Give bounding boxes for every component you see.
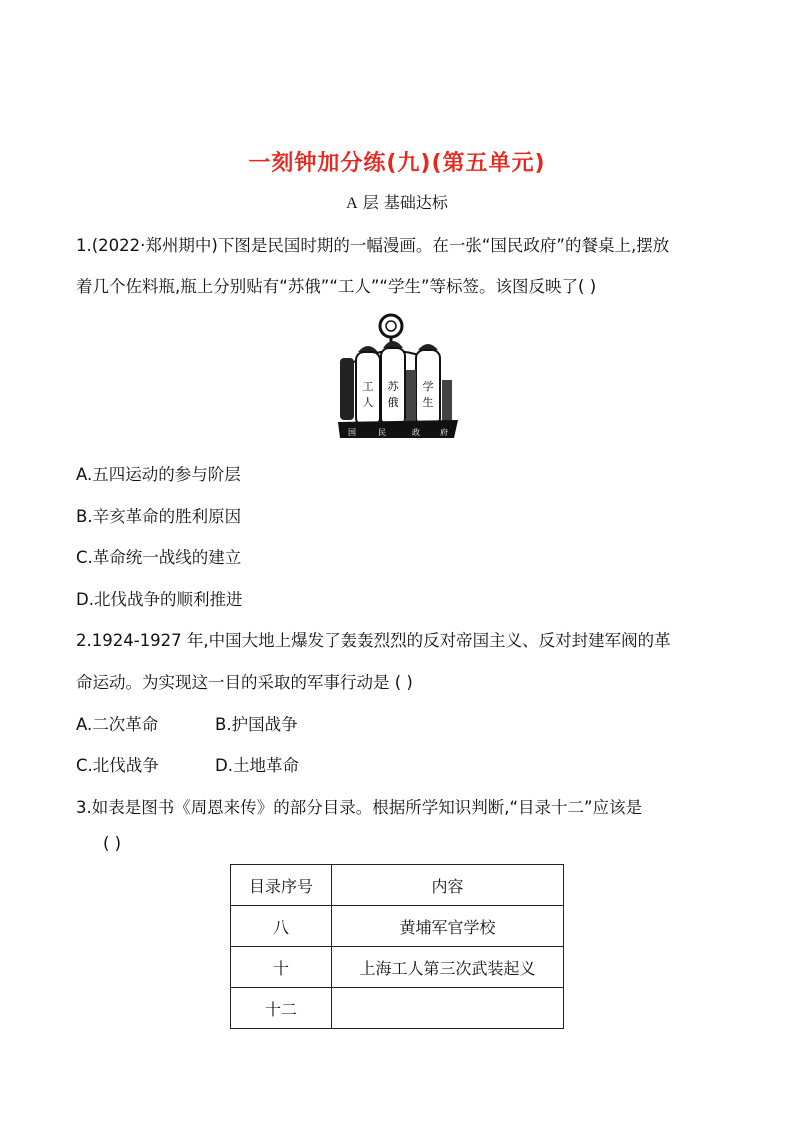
label-ren: 人 (362, 396, 374, 409)
cartoon-illustration (336, 310, 460, 440)
header-content: 内容 (332, 865, 564, 906)
table-char-3: 政 (412, 428, 420, 437)
level-text: 层 基础达标 (362, 193, 448, 212)
contents-table (230, 864, 564, 1029)
q2-option-a[interactable]: A.二次革命 (76, 715, 159, 734)
row-index: 十 (231, 947, 332, 988)
q2-option-b[interactable]: B.护国战争 (215, 715, 298, 734)
header-index: 目录序号 (231, 865, 332, 906)
q2-option-d[interactable]: D.土地革命 (215, 756, 299, 775)
section-subtitle (0, 190, 794, 213)
row-content-blank (332, 988, 564, 1029)
q1-stem-line1: 1.(2022·郑州期中)下图是民国时期的一幅漫画。在一张“国民政府”的餐桌上,摆放 (76, 236, 670, 255)
q1-option-d[interactable]: D.北伐战争的顺利推进 (76, 590, 243, 609)
q3-stem-line1: 3.如表是图书《周恩来传》的部分目录。根据所学知识判断,“目录十二”应该是 (76, 798, 643, 817)
table-row (231, 988, 564, 1029)
q3-answer-bracket: ( ) (103, 834, 122, 853)
label-su: 苏 (387, 380, 399, 393)
row-index: 八 (231, 906, 332, 947)
q1-option-a[interactable]: A.五四运动的参与阶层 (76, 465, 241, 484)
q1-stem-line2: 着几个佐料瓶,瓶上分别贴有“苏俄”“工人”“学生”等标签。该图反映了( ) (76, 277, 597, 296)
label-e: 俄 (387, 396, 399, 409)
table-row (231, 947, 564, 988)
q2-stem-line1: 2.1924-1927 年,中国大地上爆发了轰轰烈烈的反对帝国主义、反对封建军阀的革 (76, 631, 671, 650)
q2-stem-line2: 命运动。为实现这一目的采取的军事行动是 ( ) (76, 673, 413, 692)
table-char-2: 民 (378, 428, 386, 437)
level-letter: A (346, 195, 358, 212)
q1-option-b[interactable]: B.辛亥革命的胜利原因 (76, 507, 242, 526)
label-sheng: 生 (422, 396, 434, 409)
label-xue: 学 (422, 380, 434, 393)
table-header-row (231, 865, 564, 906)
q2-option-c[interactable]: C.北伐战争 (76, 756, 159, 775)
table-char-1: 国 (348, 428, 356, 437)
table-char-4: 府 (440, 428, 448, 437)
page-title: 一刻钟加分练(九)(第五单元) (248, 151, 546, 176)
row-content: 上海工人第三次武装起义 (332, 947, 564, 988)
table-row (231, 906, 564, 947)
q1-option-c[interactable]: C.革命统一战线的建立 (76, 548, 242, 567)
row-content: 黄埔军官学校 (332, 906, 564, 947)
label-gong: 工 (362, 380, 374, 393)
row-index: 十二 (231, 988, 332, 1029)
